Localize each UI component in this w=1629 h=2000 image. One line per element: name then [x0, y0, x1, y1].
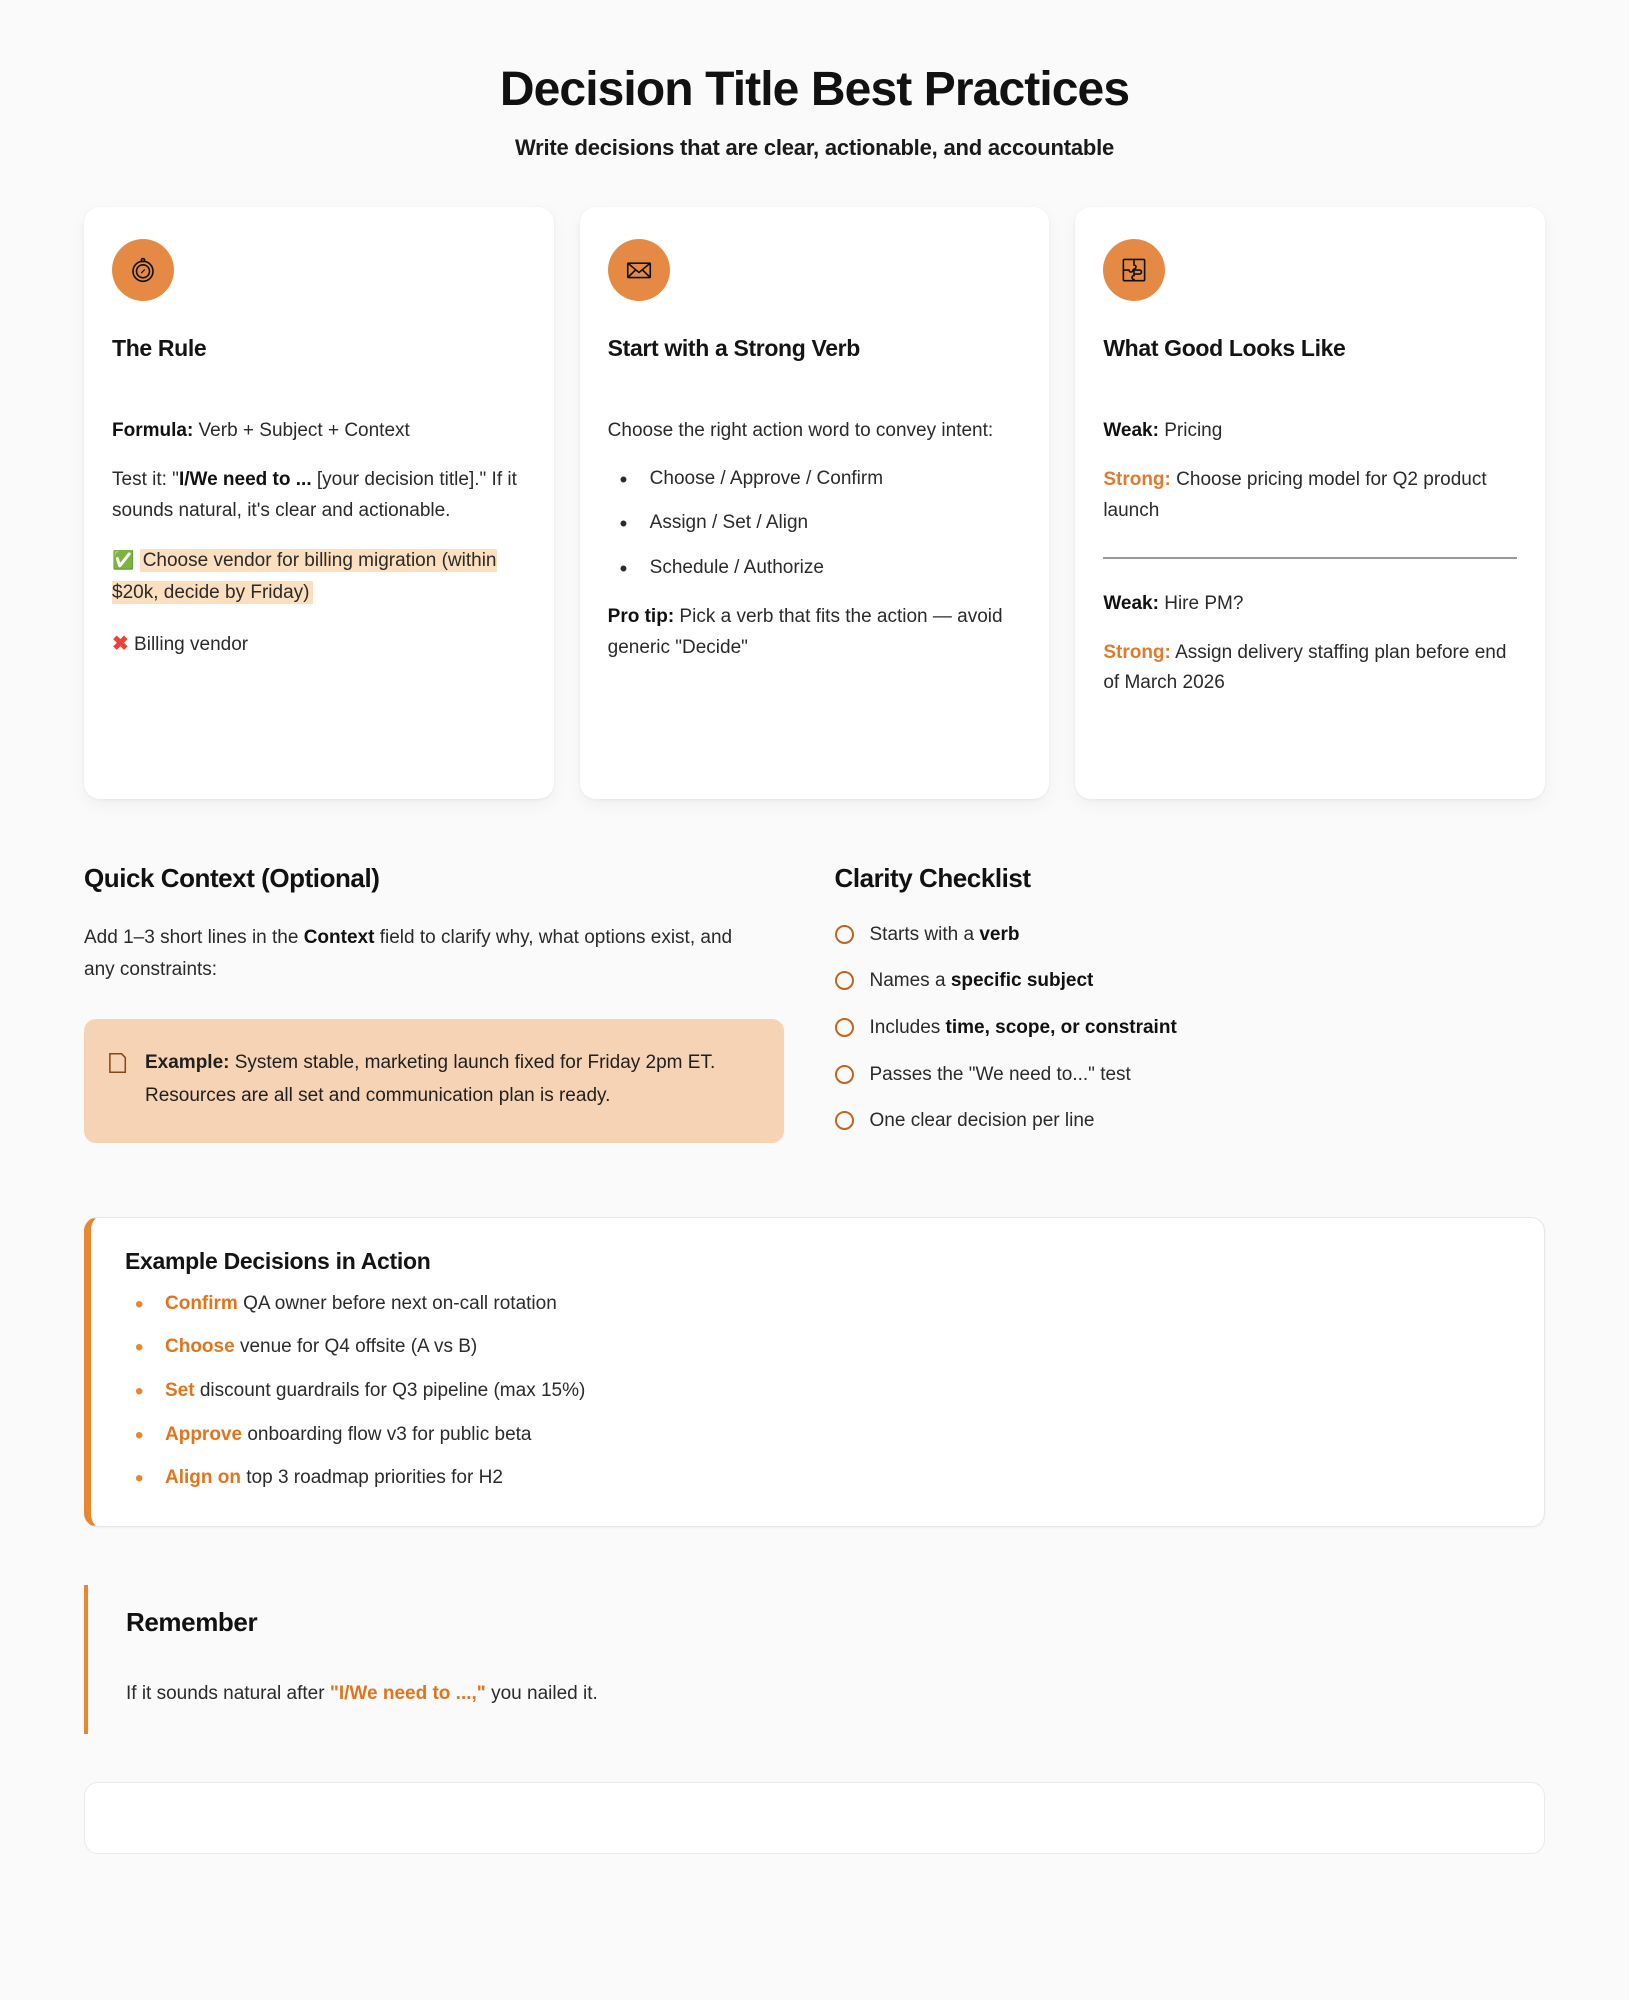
note-icon — [108, 1047, 127, 1113]
example-context-text — [145, 1047, 754, 1113]
item-prefix: Names a — [869, 970, 951, 992]
action-verb: Align on — [165, 1467, 241, 1489]
test-prefix: Test it: " — [112, 468, 179, 490]
pro-tip-line — [608, 602, 1022, 664]
envelope-icon — [608, 239, 670, 301]
test-bold: I/We need to ... — [178, 468, 312, 490]
clarity-checklist — [835, 922, 1546, 1134]
list-item — [125, 1465, 1510, 1492]
action-rest: venue for Q4 offsite (A vs B) — [234, 1336, 478, 1358]
action-verb: Set — [165, 1380, 195, 1402]
card-body — [608, 416, 1022, 664]
formula-text: Verb + Subject + Context — [193, 419, 410, 441]
checkbox-circle-icon[interactable] — [835, 925, 854, 944]
intro-part-1: Add 1–3 short lines in the — [84, 926, 304, 948]
list-item — [125, 1334, 1510, 1361]
example-context-box — [84, 1019, 784, 1143]
strong-line-2 — [1103, 638, 1517, 700]
cards-row — [84, 207, 1545, 799]
compass-icon — [112, 239, 174, 301]
weak-label: Weak: — [1103, 419, 1159, 441]
remember-suffix: you nailed it. — [485, 1682, 598, 1704]
pro-tip-text: Pick a verb that fits the action — avoid generic "Decide" — [607, 606, 1003, 659]
check-mark-icon: ✅ — [112, 549, 135, 570]
good-example-text: Choose vendor for billing migration (within $20k, decide by Friday) — [112, 549, 497, 604]
weak-text: Pricing — [1158, 419, 1223, 441]
verb-intro: Choose the right action word to convey intent: — [607, 419, 994, 441]
test-suffix: [your decision title]." If it sounds natural, it's clear and actionable. — [112, 468, 517, 521]
remember-prefix: If it sounds natural after — [126, 1682, 330, 1704]
divider — [1103, 557, 1517, 559]
action-rest: top 3 roadmap priorities for H2 — [240, 1467, 503, 1489]
example-decisions-card — [84, 1217, 1545, 1527]
good-example-line — [112, 545, 526, 610]
card-body — [1103, 416, 1517, 700]
checklist-item-label — [870, 968, 1094, 994]
card-body — [112, 416, 526, 661]
mid-section — [84, 863, 1545, 1155]
list-item — [125, 1378, 1510, 1405]
card-title: Start with a Strong Verb — [607, 334, 860, 361]
item-prefix: One clear decision per line — [869, 1110, 1095, 1132]
checklist-item[interactable] — [835, 1015, 1546, 1041]
list-item: • Choose / Approve / Confirm — [608, 465, 1022, 494]
card-title: The Rule — [112, 334, 207, 361]
remember-text — [126, 1680, 1545, 1709]
formula-label: Formula: — [112, 419, 194, 441]
page-header — [84, 0, 1545, 161]
card-strong-verb — [580, 207, 1050, 799]
formula-line — [112, 416, 526, 447]
strong-label: Strong: — [1103, 641, 1171, 663]
card-title: What Good Looks Like — [1103, 334, 1346, 361]
weak-text: Hire PM? — [1158, 592, 1244, 614]
page-title: Decision Title Best Practices — [499, 63, 1130, 116]
clarity-checklist-column — [835, 863, 1546, 1155]
weak-line-1 — [1103, 416, 1517, 447]
remember-highlight: "I/We need to ...," — [329, 1682, 486, 1704]
quick-context-title: Quick Context (Optional) — [84, 862, 380, 893]
checkbox-circle-icon[interactable] — [835, 1018, 854, 1037]
example-label: Example: — [145, 1052, 230, 1074]
intro-part-2: field to clarify why, what options exist, and any constraints: — [84, 926, 733, 980]
item-prefix: Passes the "We need to..." test — [869, 1063, 1131, 1085]
example-text: System stable, marketing launch fixed for Friday 2pm ET. Resources are all set and communication plan is ready. — [145, 1052, 716, 1107]
footer-empty-box — [84, 1782, 1545, 1854]
action-verb: Choose — [165, 1336, 235, 1358]
list-item — [125, 1291, 1510, 1318]
pro-tip-label: Pro tip: — [607, 606, 675, 628]
checklist-item-label — [870, 1015, 1177, 1041]
page-subtitle: Write decisions that are clear, actionable, and accountable — [514, 134, 1115, 160]
checklist-item[interactable] — [835, 922, 1546, 948]
cross-mark-icon: ✖ — [112, 632, 129, 655]
card-the-rule — [84, 207, 554, 799]
bad-example-text: Billing vendor — [134, 633, 249, 655]
item-prefix: Starts with a — [869, 923, 980, 945]
remember-section — [84, 1585, 1545, 1735]
clarity-checklist-title: Clarity Checklist — [834, 862, 1031, 893]
puzzle-icon — [1103, 239, 1165, 301]
checkbox-circle-icon[interactable] — [835, 1065, 854, 1084]
action-rest: onboarding flow v3 for public beta — [242, 1423, 532, 1445]
weak-line-2 — [1103, 589, 1517, 620]
checklist-item[interactable] — [835, 968, 1546, 994]
weak-label: Weak: — [1103, 592, 1159, 614]
strong-label: Strong: — [1103, 468, 1171, 490]
action-rest: QA owner before next on-call rotation — [237, 1292, 557, 1314]
strong-text: Choose pricing model for Q2 product launch — [1103, 468, 1487, 521]
remember-title: Remember — [126, 1606, 258, 1637]
checklist-item-label — [870, 1062, 1131, 1088]
checklist-item-label — [870, 922, 1020, 948]
checklist-item[interactable] — [835, 1062, 1546, 1088]
strong-line-1 — [1103, 465, 1517, 527]
item-bold: specific subject — [950, 970, 1094, 992]
item-bold: time, scope, or constraint — [945, 1016, 1177, 1038]
strong-text: Assign delivery staffing plan before end of March 2026 — [1103, 641, 1507, 694]
action-verb: Confirm — [165, 1292, 238, 1314]
item-prefix: Includes — [869, 1016, 946, 1038]
quick-context-intro — [84, 922, 744, 986]
intro-bold: Context — [303, 926, 375, 948]
checklist-item[interactable] — [835, 1108, 1546, 1134]
list-item — [125, 1422, 1510, 1449]
checklist-item-label — [870, 1108, 1095, 1134]
test-line — [112, 465, 526, 527]
example-decisions-title: Example Decisions in Action — [125, 1247, 431, 1274]
list-item: • Schedule / Authorize — [608, 554, 1022, 583]
example-decisions-list — [125, 1291, 1510, 1492]
list-item: • Assign / Set / Align — [608, 509, 1022, 538]
card-what-good-looks-like — [1075, 207, 1545, 799]
item-bold: verb — [979, 923, 1020, 945]
action-rest: discount guardrails for Q3 pipeline (max 15%) — [194, 1380, 586, 1402]
quick-context-column — [84, 863, 795, 1155]
checkbox-circle-icon[interactable] — [835, 1111, 854, 1130]
verb-list — [608, 465, 1022, 583]
action-verb: Approve — [165, 1423, 243, 1445]
bad-example-line — [112, 628, 526, 661]
checkbox-circle-icon[interactable] — [835, 971, 854, 990]
